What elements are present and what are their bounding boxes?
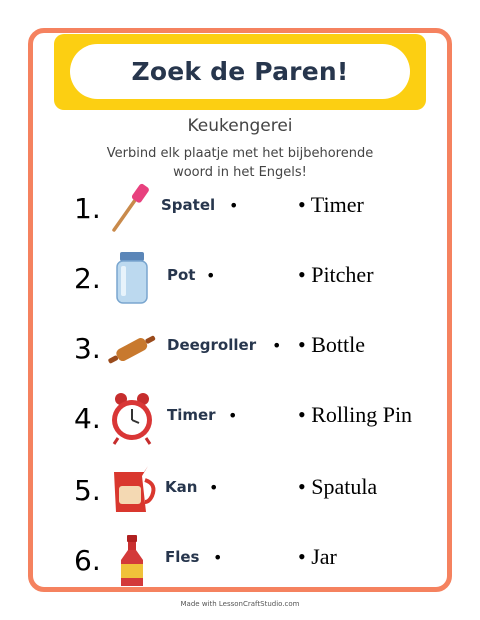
dutch-word: Pot [167, 266, 196, 284]
item-number: 5. [74, 474, 101, 507]
dutch-word: Deegroller [167, 336, 257, 354]
dutch-dot: • [206, 266, 216, 285]
subtitle: Keukengerei [187, 116, 293, 136]
page-title: Zoek de Paren! [131, 57, 349, 86]
item-number: 2. [74, 262, 101, 295]
match-row [0, 462, 480, 522]
english-word: • Jar [298, 544, 337, 569]
english-word: • Bottle [298, 332, 365, 357]
dutch-word: Spatel [161, 196, 216, 214]
pitcher-icon [104, 462, 160, 518]
dutch-dot: • [228, 406, 238, 425]
rolling-pin-icon [104, 320, 160, 376]
dutch-dot: • [209, 478, 219, 497]
dutch-dot: • [229, 196, 239, 215]
match-row [0, 390, 480, 450]
alarm-clock-icon [104, 390, 160, 446]
dutch-word: Fles [165, 548, 200, 566]
instructions [70, 144, 410, 182]
dutch-word: Timer [167, 406, 216, 424]
item-number: 4. [74, 402, 101, 435]
title-pill [70, 44, 410, 99]
footer-credit: Made with LessonCraftStudio.com [180, 600, 300, 608]
instruction-line: woord in het Engels! [173, 165, 307, 180]
dutch-dot: • [213, 548, 223, 567]
item-number: 1. [74, 192, 101, 225]
english-word: • Rolling Pin [298, 402, 413, 427]
item-number: 3. [74, 332, 101, 365]
match-row [0, 180, 480, 240]
english-word: • Timer [298, 192, 364, 217]
instruction-line: Verbind elk plaatje met het bijbehorende [106, 146, 374, 161]
english-word: • Pitcher [298, 262, 374, 287]
dutch-dot: • [272, 336, 282, 355]
bottle-icon [104, 532, 160, 588]
english-word: • Spatula [298, 474, 378, 499]
spatula-icon [104, 180, 160, 236]
dutch-word: Kan [165, 478, 198, 496]
match-row [0, 250, 480, 310]
match-row [0, 320, 480, 380]
jar-icon [104, 250, 160, 306]
item-number: 6. [74, 544, 101, 577]
match-row [0, 532, 480, 592]
